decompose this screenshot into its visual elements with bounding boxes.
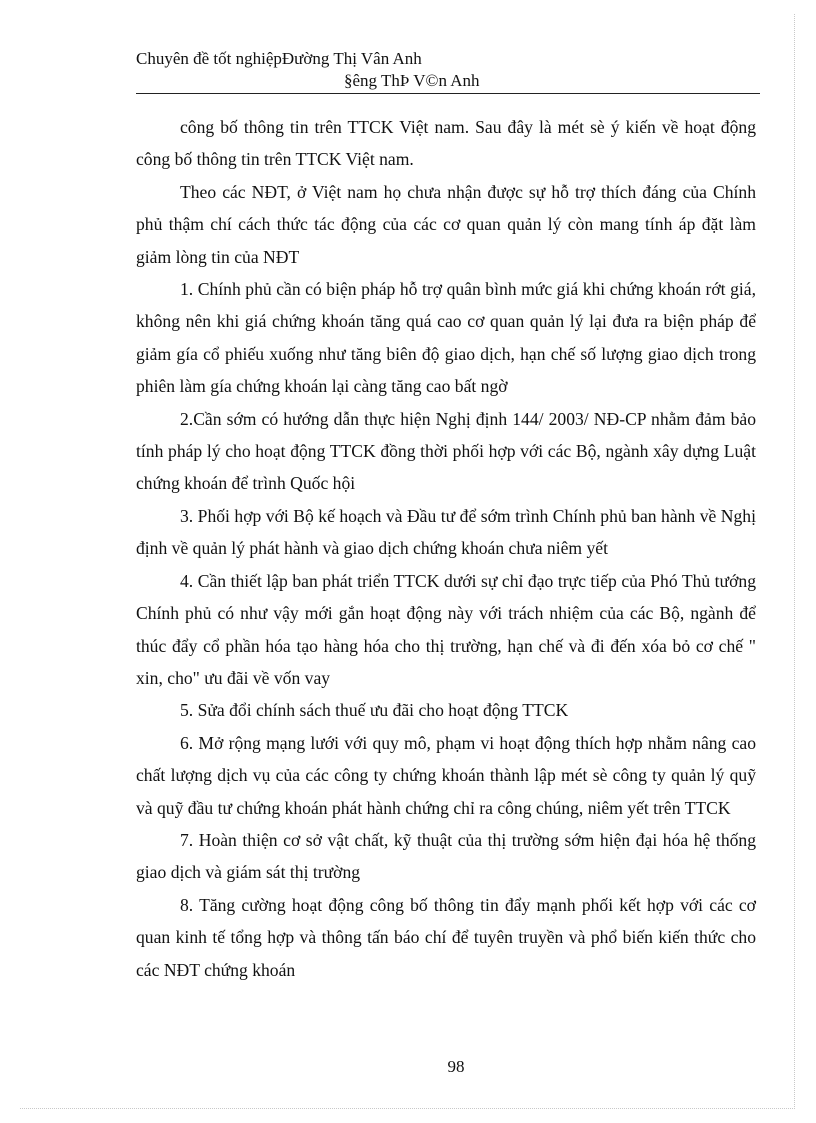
paragraph-item-6: 6. Mở rộng mạng lưới với quy mô, phạm vi hoạt động thích hợp nhằm nâng cao chất lượng dịch vụ của các công ty chứng khoán thành lập mét sè công ty quản lý quỹ và quỹ đầu tư chứng khoán phát hành chứng chỉ ra công chúng, niêm yết trên TTCK <box>136 732 756 818</box>
page-number: 98 <box>447 1057 465 1076</box>
header-rule <box>136 93 760 94</box>
header-title: Chuyên đề tốt nghiệpĐường Thị Vân Anh <box>136 49 422 68</box>
paragraph-item-5: 5. Sửa đổi chính sách thuế ưu đãi cho hoạt động TTCK <box>180 700 569 721</box>
header-author-garbled: §êng ThÞ V©n Anh <box>344 71 480 90</box>
paragraph-item-3: 3. Phối hợp với Bộ kế hoạch và Đầu tư để sớm trình Chính phủ ban hành về Nghị định về quản lý phát hành và giao dịch chứng khoán chưa niêm yết <box>136 505 756 559</box>
paragraph-item-2: 2.Cần sớm có hướng dẫn thực hiện Nghị định 144/ 2003/ NĐ-CP nhằm đảm bảo tính pháp lý cho hoạt động TTCK đồng thời phối hợp với các Bộ, ngành xây dựng Luật chứng khoán để trình Quốc hội <box>136 408 756 494</box>
paragraph-investor-opinion: Theo các NĐT, ở Việt nam họ chưa nhận được sự hỗ trợ thích đáng của Chính phủ thậm chí cách thức tác động của các cơ quan quản lý còn mang tính áp đặt làm giảm lòng tin của NĐT <box>136 181 756 267</box>
paragraph-item-4: 4. Cần thiết lập ban phát triển TTCK dưới sự chỉ đạo trực tiếp của Phó Thủ tướng Chính phủ có như vậy mới gắn hoạt động này với trách nhiệm của các Bộ, ngành để thúc đẩy cổ phần hóa tạo hàng hóa cho thị trường, hạn chế và đi đến xóa bỏ cơ chế " xin, cho" ưu đãi về vốn vay <box>136 570 756 688</box>
paragraph-item-7: 7. Hoàn thiện cơ sở vật chất, kỹ thuật của thị trường sớm hiện đại hóa hệ thống giao dịch và giám sát thị trường <box>136 829 756 883</box>
page-header <box>136 48 760 92</box>
paragraph-intro-continued: công bố thông tin trên TTCK Việt nam. Sau đây là mét sè ý kiến về hoạt động công bố thông tin trên TTCK Việt nam. <box>136 117 756 170</box>
paragraph-item-8: 8. Tăng cường hoạt động công bố thông tin đẩy mạnh phối kết hợp với các cơ quan kinh tế tổng hợp và thông tấn báo chí để tuyên truyền và phổ biến kiến thức cho các NĐT chứng khoán <box>136 894 756 980</box>
document-body <box>136 111 756 986</box>
paragraph-item-1: 1. Chính phủ cần có biện pháp hỗ trợ quân bình mức giá khi chứng khoán rớt giá, không nên khi giá chứng khoán tăng quá cao cơ quan quản lý lại đưa ra biện pháp để giảm gía cổ phiếu xuống như tăng biên độ giao dịch, hạn chế số lượng giao dịch trong phiên làm gía chứng khoán lại càng tăng cao bất ngờ <box>136 279 756 397</box>
